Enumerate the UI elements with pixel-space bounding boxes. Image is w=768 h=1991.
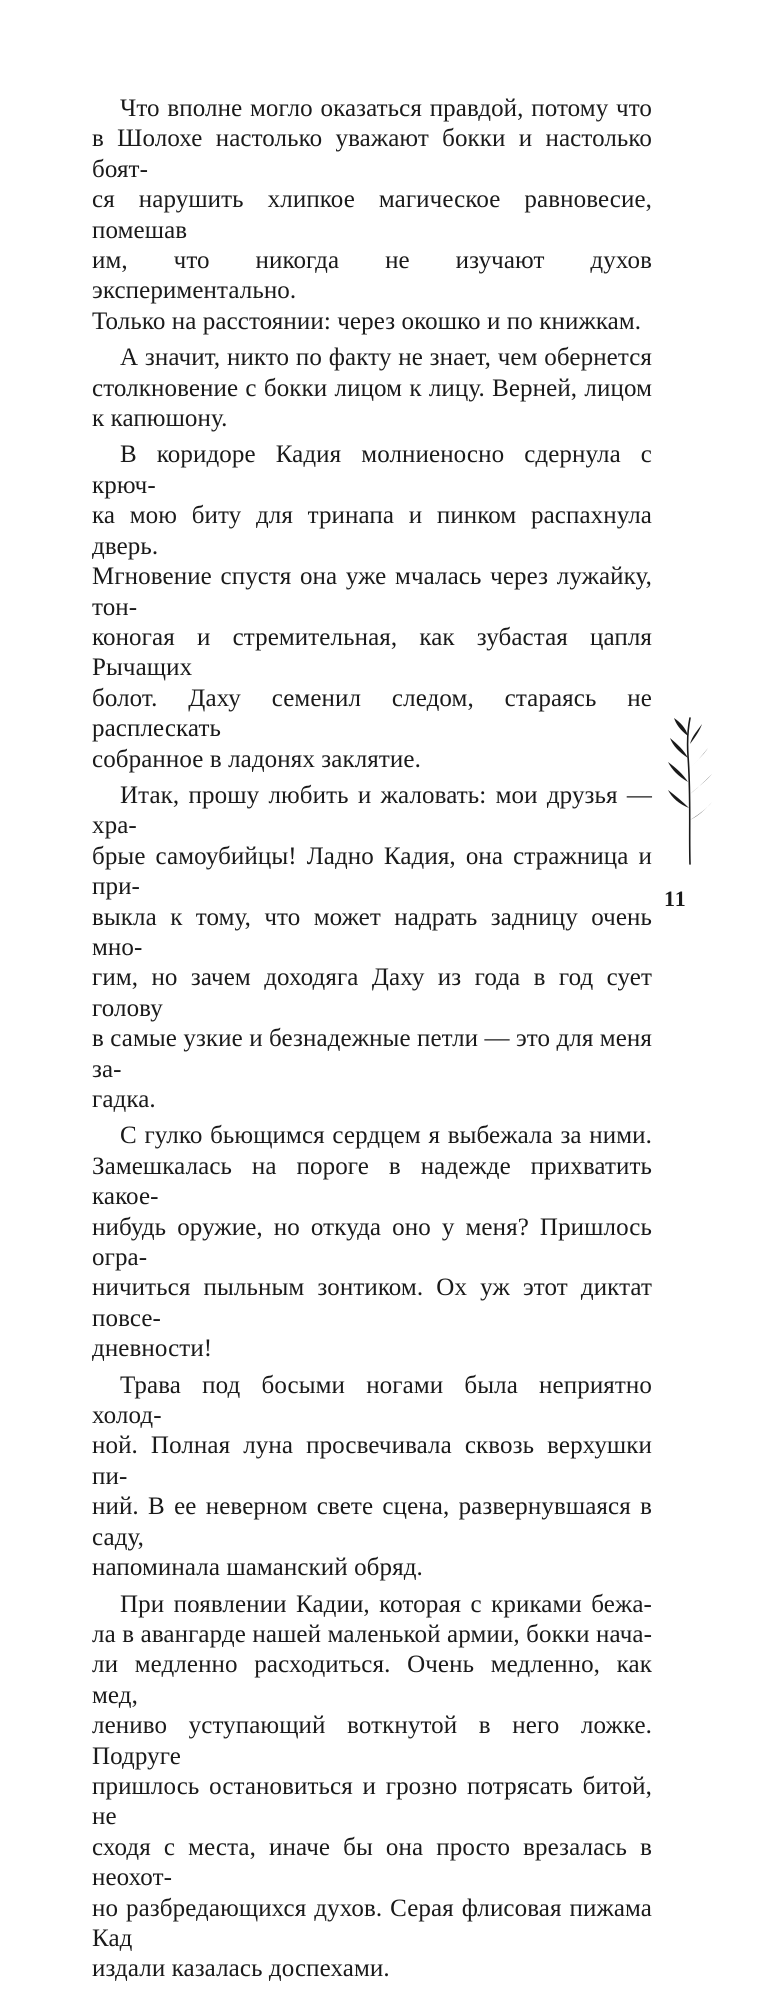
- paragraph: [92, 1371, 652, 1584]
- paragraph: [92, 781, 652, 1115]
- page-number: 11: [664, 886, 687, 911]
- paragraph: [92, 440, 652, 774]
- paragraph: [92, 94, 652, 337]
- text-line: ла в авангарде нашей маленькой армии, бокки нача-: [92, 1620, 652, 1648]
- text-line: гим, но зачем доходяга Даху из года в год сует голову: [92, 964, 652, 1022]
- text-line: собранное в ладонях заклятие.: [92, 745, 421, 773]
- text-line: нибудь оружие, но откуда оно у меня? Пришлось огра-: [92, 1213, 652, 1272]
- text-line: Мгновение спустя она уже мчалась через лужайку, тон-: [92, 563, 652, 621]
- paragraph: [92, 343, 652, 434]
- text-line: ничиться пыльным зонтиком. Ох уж этот диктат повсе-: [92, 1274, 652, 1332]
- text-line: в Шолохе настолько уважают бокки и настолько боят-: [92, 125, 652, 183]
- body-text: [92, 94, 652, 1991]
- text-line: В коридоре Кадия молниеносно сдернула с крюч-: [92, 441, 652, 499]
- text-line: Что вполне могло оказаться правдой, потому что: [120, 95, 652, 122]
- text-line: ся нарушить хлипкое магическое равновесие, помешав: [92, 186, 652, 244]
- paragraph: [92, 1121, 652, 1364]
- text-line: напоминала шаманский обряд.: [92, 1554, 423, 1582]
- text-line: А значит, никто по факту не знает, чем обернется: [120, 344, 652, 372]
- text-line: Итак, прошу любить и жаловать: мои друзья — хра-: [92, 781, 652, 840]
- text-line: выкла к тому, что может надрать задницу очень мно-: [92, 903, 652, 961]
- text-line: ка мою биту для тринапа и пинком распахнула дверь.: [92, 502, 652, 560]
- text-line: ний. В ее неверном свете сцена, развернувшаяся в саду,: [92, 1493, 652, 1551]
- leaf-sprig-icon: [660, 716, 720, 866]
- text-line: гадка.: [92, 1086, 156, 1113]
- text-line: При появлении Кадии, которая с криками бежа-: [120, 1590, 652, 1618]
- text-line: коногая и стремительная, как зубастая цапля Рычащих: [92, 623, 652, 682]
- text-line: лениво уступающий воткнутой в него ложке. Подруге: [92, 1712, 652, 1770]
- paragraph: [92, 1590, 652, 1985]
- text-line: болот. Даху семенил следом, стараясь не расплескать: [92, 684, 652, 743]
- text-line: столкновение с бокки лицом к лицу. Верней, лицом: [92, 374, 652, 402]
- text-line: издали казалась доспехами.: [92, 1955, 390, 1983]
- text-line: С гулко бьющимся сердцем я выбежала за ними.: [120, 1122, 652, 1150]
- text-line: Замешкалась на пороге в надежде прихватить какое-: [92, 1152, 652, 1211]
- text-line: ли медленно расходиться. Очень медленно, как мед,: [92, 1651, 652, 1709]
- text-line: им, что никогда не изучают духов экспериментально.: [92, 247, 652, 305]
- text-line: но разбредающихся духов. Серая флисовая пижама Кад: [92, 1894, 652, 1952]
- text-line: Только на расстоянии: через окошко и по книжкам.: [92, 307, 642, 335]
- text-line: в самые узкие и безнадежные петли — это для меня за-: [92, 1025, 652, 1083]
- text-line: брые самоубийцы! Ладно Кадия, она стражница и при-: [92, 842, 652, 901]
- text-line: ной. Полная луна просвечивала сквозь верхушки пи-: [92, 1432, 652, 1490]
- text-line: к капюшону.: [92, 405, 228, 433]
- text-line: дневности!: [92, 1335, 213, 1363]
- text-line: сходя с места, иначе бы она просто врезалась в неохот-: [92, 1833, 652, 1892]
- text-line: Трава под босыми ногами была неприятно холод-: [92, 1371, 652, 1430]
- text-line: пришлось остановиться и грозно потрясать битой, не: [92, 1772, 652, 1831]
